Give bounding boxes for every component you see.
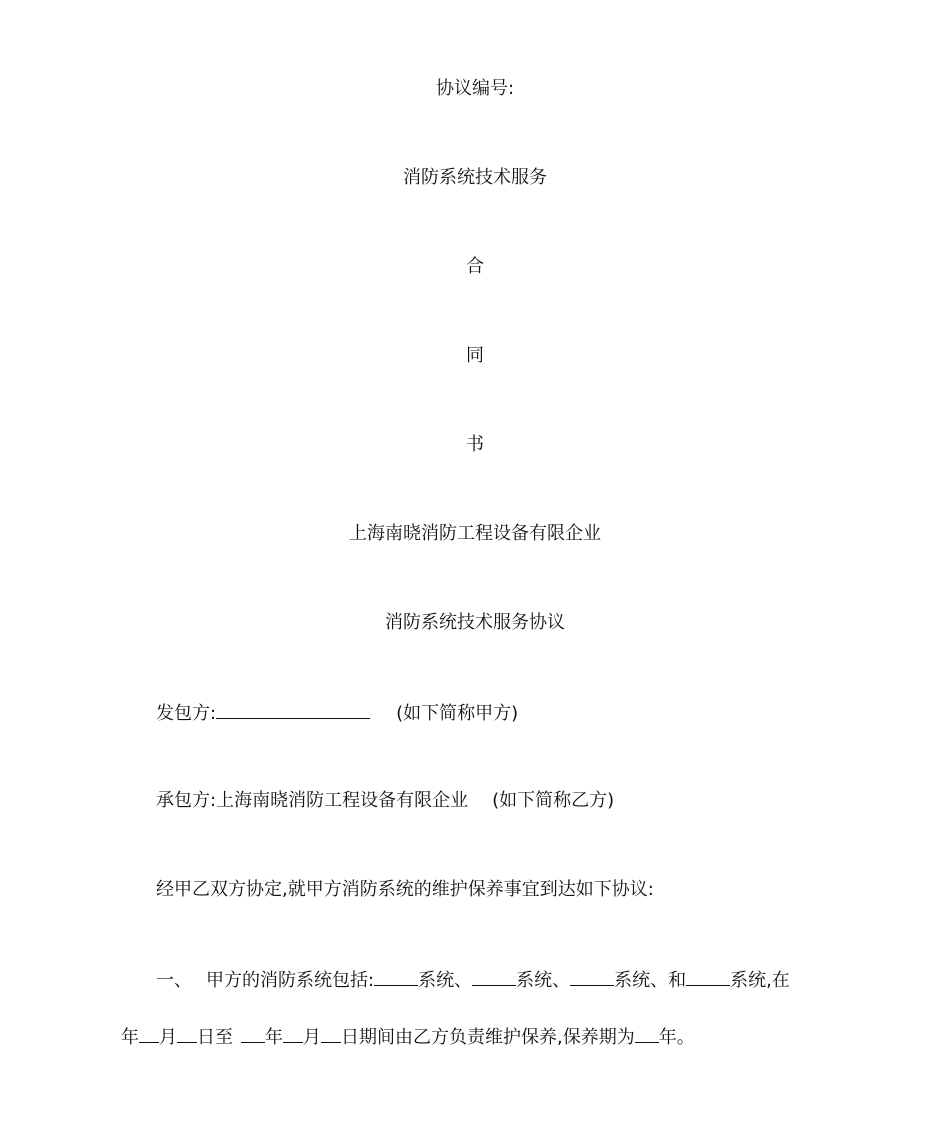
- month-word: 月: [159, 1027, 177, 1048]
- clause-1-line-1: [156, 967, 790, 993]
- party-a-blank: [216, 700, 370, 719]
- day-blank-2: [321, 1024, 341, 1043]
- system-word: 系统: [516, 970, 553, 991]
- system-word: 系统: [730, 970, 767, 991]
- title-char-shu: 书: [466, 434, 484, 455]
- system-blank-3: [570, 967, 614, 986]
- system-word: 系统: [614, 970, 651, 991]
- year-blank-2: [241, 1024, 265, 1043]
- party-b-note: (如下简称乙方): [492, 790, 615, 811]
- and-word: 和: [668, 970, 687, 991]
- day-blank-1: [177, 1024, 197, 1043]
- separator: 、: [650, 970, 669, 991]
- system-word: 系统: [418, 970, 455, 991]
- clause-1-lead: 甲方的消防系统包括:: [206, 970, 375, 991]
- day-period-text: 日期间由乙方负责维护保养,保养期为: [341, 1027, 635, 1048]
- intro-paragraph: 经甲乙双方协定,就甲方消防系统的维护保养事宜到达如下协议:: [156, 879, 654, 900]
- title-char-he: 合: [466, 256, 484, 277]
- party-a-line: [156, 700, 518, 726]
- separator: 、: [552, 970, 571, 991]
- system-blank-2: [472, 967, 516, 986]
- subtitle: 消防系统技术服务协议: [385, 612, 565, 633]
- day-to-word: 日至: [197, 1027, 233, 1048]
- party-b-name: 上海南晓消防工程设备有限企业: [216, 790, 469, 811]
- month-word: 月: [303, 1027, 321, 1048]
- system-blank-1: [374, 967, 418, 986]
- period-blank: [635, 1024, 659, 1043]
- title-line: 消防系统技术服务: [403, 167, 547, 188]
- clause-1-number: 一、: [156, 970, 192, 991]
- separator: 、: [454, 970, 473, 991]
- party-b-label: 承包方:: [156, 790, 217, 811]
- clause-end: 年。: [658, 1027, 695, 1048]
- system-blank-4: [686, 967, 730, 986]
- party-b-line: [156, 789, 614, 813]
- year-word: 年: [265, 1027, 283, 1048]
- title-char-tong: 同: [466, 345, 484, 366]
- clause-tail: ,在: [766, 970, 790, 991]
- party-a-note: (如下简称甲方): [396, 703, 519, 724]
- year-word: 年: [121, 1027, 139, 1048]
- clause-1-line-2: [121, 1024, 695, 1050]
- party-a-label: 发包方:: [156, 703, 217, 724]
- company-name: 上海南晓消防工程设备有限企业: [349, 523, 601, 544]
- agreement-number-label: 协议编号:: [435, 78, 515, 99]
- month-blank-1: [139, 1024, 159, 1043]
- month-blank-2: [283, 1024, 303, 1043]
